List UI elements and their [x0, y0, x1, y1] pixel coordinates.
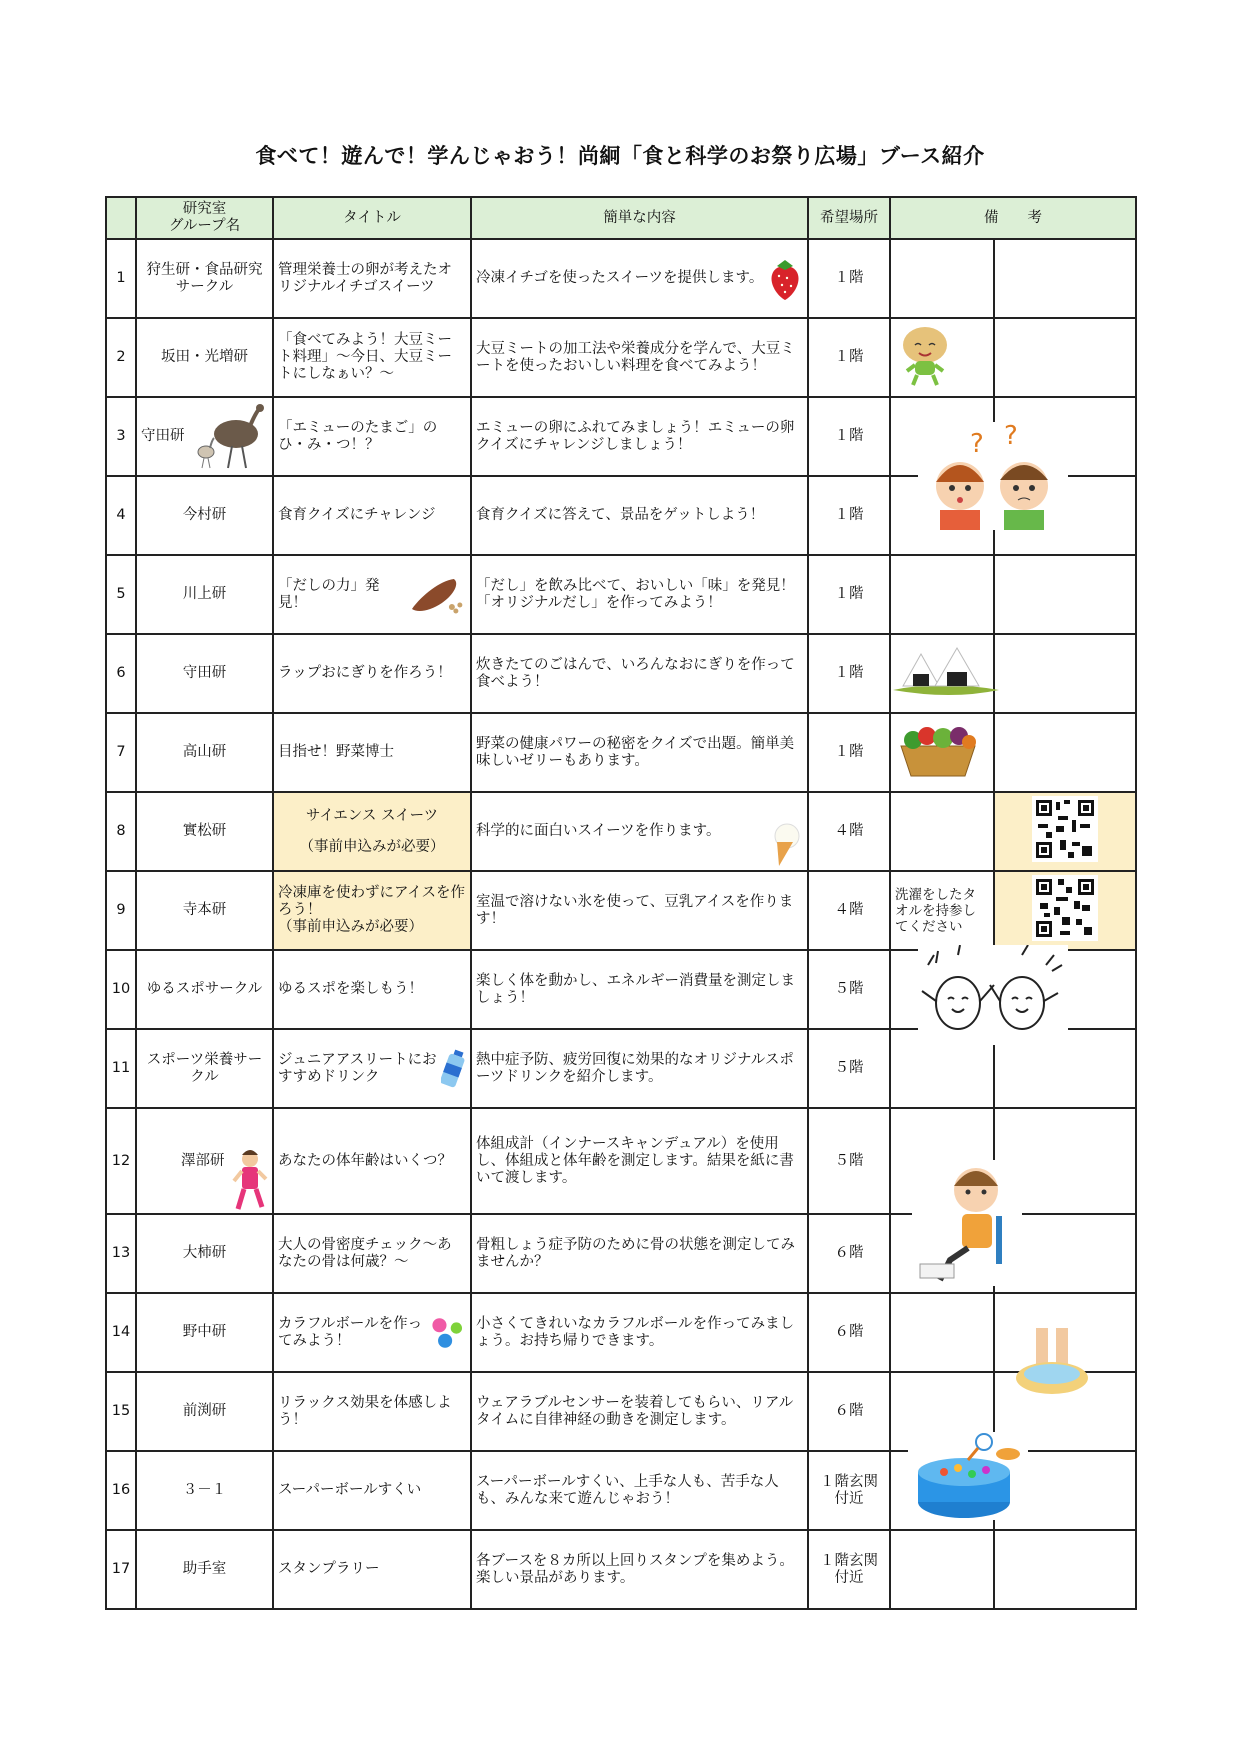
- table-row: 14 野中研 カラフルボールを作ってみよう！ 小さくてきれいなカラフルボールを作ってみましょう。お持ち帰りできます。 ６階: [106, 1293, 1136, 1372]
- sweet-potato-icon: [408, 575, 466, 615]
- table-row: 4 今村研 食育クイズにチャレンジ 食育クイズに答えて、景品をゲットしよう！ １階: [106, 476, 1136, 555]
- table-row: 13 大柿研 大人の骨密度チェック～あなたの骨は何歳？～ 骨粗しょう症予防のために骨の状態を測定してみませんか？ ６階: [106, 1214, 1136, 1293]
- header-num: [106, 197, 136, 239]
- foot-bath-icon: [1012, 1328, 1092, 1400]
- ball-pool-icon: [908, 1432, 1028, 1520]
- table-header-row: [106, 197, 1136, 239]
- table-row: 6 守田研 ラップおにぎりを作ろう！ 炊きたてのごはんで、いろんなおにぎりを作って食べよう！ １階: [106, 634, 1136, 713]
- vegetable-basket-icon: [895, 722, 981, 778]
- table-row: 1 狩生研・食品研究サークル 管理栄養士の卵が考えたオリジナルイチゴスイーツ 冷凍イチゴを使ったスイーツを提供します。 １階: [106, 239, 1136, 318]
- table-row: 9 寺本研 冷凍庫を使わずにアイスを作ろう！ （事前申込みが必要） 室温で溶けない氷を使って、豆乳アイスを作ります！ ４階 洗濯をしたタオルを持参してください: [106, 871, 1136, 950]
- table-row: 10 ゆるスポサークル ゆるスポを楽しもう！ 楽しく体を動かし、エネルギー消費量を測定しましょう！ ５階: [106, 950, 1136, 1029]
- running-girl-icon: [232, 1149, 268, 1213]
- table-row: 17 助手室 スタンプラリー 各ブースを８カ所以上回りスタンプを集めよう。楽しい景品があります。 １階玄関付近: [106, 1530, 1136, 1609]
- ice-cream-icon: [767, 822, 803, 868]
- dancing-people-icon: [918, 945, 1068, 1045]
- header-content: 簡単な内容: [471, 197, 808, 239]
- header-title: タイトル: [273, 197, 471, 239]
- emu-icon: [192, 404, 268, 470]
- table-row: 15 前渕研 リラックス効果を体感しよう！ ウェアラブルセンサーを装着してもらい、リアルタイムに自律神経の動きを測定します。 ６階: [106, 1372, 1136, 1451]
- table-row: 16 ３－１ スーパーボールすくい スーパーボールすくい、上手な人も、苦手な人も、みんな来て遊んじゃおう！ １階玄関付近: [106, 1451, 1136, 1530]
- qr-code-icon: [1032, 796, 1098, 862]
- colorful-balls-icon: [431, 1310, 466, 1356]
- table-row: 12 澤部研 あなたの体年齢はいくつ？ 体組成計（インナースキャンデュアル）を使用し、体組成と体年齢を測定します。結果を紙に書いて渡します。 ５階: [106, 1108, 1136, 1214]
- table-row: 7 高山研 目指せ！野菜博士 野菜の健康パワーの秘密をクイズで出題。簡単美味しいゼリーもあります。 １階: [106, 713, 1136, 792]
- table-row: 11 スポーツ栄養サークル ジュニアアスリートにおすすめドリンク 熱中症予防、疲労回復に効果的なオリジナルスポーツドリンクを紹介します。 ５階: [106, 1029, 1136, 1108]
- table-row: 5 川上研 「だしの力」発見！ 「だし」を飲み比べて、おいしい「味」を発見！「オリジナルだし」を作ってみよう！ １階: [106, 555, 1136, 634]
- table-row: 2 坂田・光増研 「食べてみよう！大豆ミート料理」～今日、大豆ミートにしなぁい？～ 大豆ミートの加工法や栄養成分を学んで、大豆ミートを使ったおいしい料理を食べてみよう！ １階: [106, 318, 1136, 397]
- booth-table: [105, 196, 1137, 1610]
- qr-code-icon: [1032, 875, 1098, 941]
- thinking-kids-icon: [918, 422, 1068, 530]
- table-row: 8 實松研 サイエンス スイーツ （事前申込みが必要） 科学的に面白いスイーツを作ります。 ４階: [106, 792, 1136, 871]
- svg-text:?: ?: [1004, 422, 1018, 451]
- bone-check-boy-icon: [912, 1160, 1022, 1286]
- page-title: 食べて！遊んで！学んじゃおう！尚絅「食と科学のお祭り広場」ブース紹介: [255, 144, 985, 168]
- svg-text:?: ?: [970, 429, 984, 459]
- onigiri-icon: [891, 640, 1001, 702]
- header-place: 希望場所: [808, 197, 890, 239]
- table-row: 3 守田研 「エミューのたまご」のひ・み・つ！？ エミューの卵にふれてみましょう！エミューの卵クイズにチャレンジしましょう！ １階: [106, 397, 1136, 476]
- sports-drink-icon: [441, 1037, 466, 1101]
- header-notes: 備 考: [890, 197, 1136, 239]
- strawberry-icon: [767, 258, 803, 300]
- header-group: 研究室 グループ名: [136, 197, 273, 239]
- soy-character-icon: [895, 323, 955, 387]
